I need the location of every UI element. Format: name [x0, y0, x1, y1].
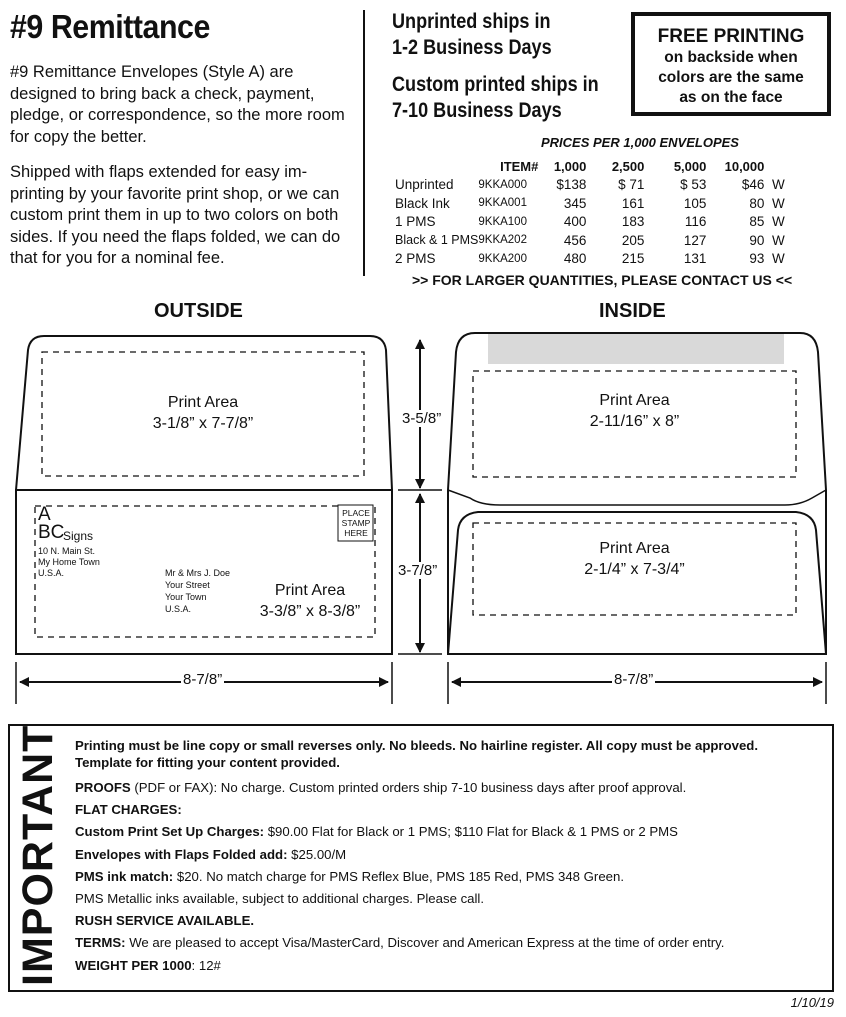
table-row [395, 194, 792, 213]
price-cell: W [772, 214, 785, 230]
table-row [395, 250, 792, 269]
address-line: U.S.A. [38, 568, 65, 578]
price-cell: W [772, 251, 785, 267]
address-line: Your Street [165, 580, 210, 590]
flat-charges-line [75, 799, 815, 821]
terms-text: We are pleased to accept Visa/MasterCard, Discover and American Express at the time of order entry. [125, 935, 725, 951]
print-area-size: 2-1/4” x 7-3/4” [584, 561, 685, 578]
address-line: Your Town [165, 592, 207, 602]
weight-label: WEIGHT PER 1000 [75, 957, 192, 973]
price-cell: $ 71 [618, 177, 645, 193]
metallic-line: PMS Metallic inks available, subject to additional charges. Please call. [75, 891, 485, 907]
price-col-header: 5,000 [673, 158, 707, 174]
header-divider [363, 10, 365, 276]
logo-letter-a: A [38, 504, 51, 525]
description-paragraph-2: Shipped with flaps extended for easy im-printing by your favorite print shop, or we can custom print them in up to two colors on both sides. If you need the flaps folded, we can do that for you for a nominal fee. [10, 163, 341, 267]
pms-line [75, 866, 815, 888]
price-cell: 183 [621, 214, 645, 230]
print-area-title: Print Area [599, 392, 670, 409]
shipping-custom-line1: Custom printed ships in [392, 73, 599, 96]
inside-label: INSIDE [599, 300, 666, 322]
price-col-header: ITEM# [500, 158, 539, 174]
price-cell: 80 [749, 195, 765, 211]
contact-note: >> FOR LARGER QUANTITIES, PLEASE CONTACT US << [412, 272, 793, 288]
print-area-title: Print Area [167, 394, 239, 411]
return-address [38, 546, 100, 579]
price-table [395, 157, 792, 268]
table-row [395, 213, 792, 232]
weight-line [75, 955, 815, 977]
inside-flap-fold [448, 490, 826, 505]
inside-back-outline [448, 333, 826, 654]
setup-label: Custom Print Set Up Charges: [75, 824, 265, 840]
recipient-address [165, 567, 230, 615]
price-cell: $46 [741, 177, 765, 193]
price-col-header: 10,000 [724, 158, 765, 174]
inside-body-label [473, 538, 796, 580]
folded-line [75, 844, 815, 866]
inside-flap-label [473, 390, 796, 432]
rush-label: RUSH SERVICE AVAILABLE. [75, 913, 255, 929]
address-line: My Home Town [38, 557, 100, 567]
price-cell: 116 [684, 214, 707, 230]
width-label-left: 8-7/8” [183, 671, 223, 688]
price-cell: 105 [683, 195, 707, 211]
price-cell: 480 [563, 251, 587, 267]
price-cell: 9KKA100 [478, 215, 527, 228]
price-cell: 9KKA001 [478, 197, 527, 210]
price-cell: 161 [621, 195, 645, 211]
price-cell: 93 [749, 251, 765, 267]
prices-heading: PRICES PER 1,000 ENVELOPES [541, 135, 739, 150]
flap-height-label: 3-5/8” [402, 410, 442, 427]
proofs-label: PROOFS [75, 780, 131, 795]
price-cell: 215 [621, 251, 645, 267]
price-cell: $ 53 [680, 177, 707, 193]
shipping-custom-line2: 7-10 Business Days [392, 99, 562, 122]
logo-letters-bc: BC [38, 522, 65, 543]
price-cell: 345 [563, 195, 587, 211]
price-cell: 9KKA200 [478, 252, 527, 265]
proofs-line [75, 777, 815, 799]
print-area-size: 2-11/16” x 8” [589, 413, 680, 430]
description-paragraph-1: #9 Remittance Envelopes (Style A) are designed to bring back a check, payment, pledge, or correspondence, so the more room for copy the better. [10, 63, 345, 146]
price-cell: W [772, 232, 785, 248]
price-cell: 1 PMS [395, 214, 436, 230]
free-printing-line2: colors are the same [658, 69, 804, 86]
price-cell: 9KKA000 [478, 178, 527, 191]
free-printing-line1: on backside when [664, 49, 798, 66]
pms-text: $20. No match charge for PMS Reflex Blue, PMS 185 Red, PMS 348 Green. [173, 868, 624, 884]
price-cell: 456 [563, 232, 587, 248]
inside-gum-strip [488, 334, 784, 364]
price-table-header [395, 157, 792, 176]
price-col-header [764, 157, 792, 176]
price-col-header: 2,500 [611, 158, 645, 174]
price-cell: 127 [683, 232, 707, 248]
price-cell: 90 [749, 232, 765, 248]
terms-label: TERMS: [75, 935, 126, 951]
price-cell: Black & 1 PMS [395, 233, 479, 248]
price-col-header: 1,000 [553, 158, 587, 174]
table-row [395, 231, 792, 250]
setup-text: $90.00 Flat for Black or 1 PMS; $110 Flat for Black & 1 PMS or 2 PMS [264, 824, 678, 840]
outside-label: OUTSIDE [154, 300, 243, 322]
logo-signs: Signs [63, 529, 94, 543]
terms-line [75, 932, 815, 954]
print-area-size: 3-3/8” x 8-3/8” [259, 603, 361, 620]
flat-charges-label: FLAT CHARGES: [75, 802, 182, 818]
line-copy-text: Printing must be line copy or small reverses only. No bleeds. No hairline register. All copy must be approved. Template for fitting your content provided. [75, 738, 759, 770]
important-details [75, 737, 815, 977]
body-height-label: 3-7/8” [398, 562, 438, 579]
price-cell: W [772, 177, 785, 193]
price-cell: Unprinted [395, 177, 454, 193]
rush-line [75, 910, 815, 932]
print-area-title: Print Area [599, 540, 670, 557]
pms-label: PMS ink match: [75, 868, 174, 884]
shipping-unprinted-line1: Unprinted ships in [392, 10, 551, 33]
folded-text: $25.00/M [287, 846, 347, 862]
price-cell: 400 [563, 214, 587, 230]
outside-flap-label [42, 392, 364, 434]
line-copy-note [75, 737, 815, 771]
envelope-diagram [0, 325, 846, 710]
price-cell: 85 [749, 214, 765, 230]
inside-pocket-outline [448, 512, 826, 654]
print-area-title: Print Area [274, 582, 346, 599]
weight-text: : 12# [191, 957, 221, 973]
price-cell: 205 [621, 232, 645, 248]
proofs-text: (PDF or FAX): No charge. Custom printed orders ship 7-10 business days after proof approval. [130, 780, 687, 795]
free-printing-title: FREE PRINTING [657, 26, 805, 47]
stamp-label: PLACE STAMP HERE [341, 508, 371, 538]
table-row [395, 176, 792, 195]
revision-date: 1/10/19 [790, 995, 834, 1010]
price-cell: 131 [683, 251, 707, 267]
outside-body-label [230, 580, 390, 622]
print-area-size: 3-1/8” x 7-7/8” [152, 415, 254, 432]
folded-label: Envelopes with Flaps Folded add: [75, 846, 288, 862]
width-label-right: 8-7/8” [614, 671, 654, 688]
price-col-header [395, 157, 478, 176]
important-label: IMPORTANT [14, 724, 62, 986]
page-title: #9 Remittance [10, 8, 210, 45]
address-line: 10 N. Main St. [38, 546, 96, 556]
shipping-unprinted-line2: 1-2 Business Days [392, 36, 552, 59]
price-cell: W [772, 195, 785, 211]
address-line: Mr & Mrs J. Doe [165, 568, 231, 578]
price-cell: Black Ink [395, 195, 450, 211]
price-cell: 2 PMS [395, 251, 436, 267]
address-line: U.S.A. [165, 604, 192, 614]
free-printing-box [631, 12, 831, 116]
free-printing-line3: as on the face [679, 89, 783, 106]
price-cell: 9KKA202 [478, 234, 527, 247]
price-cell: $138 [556, 177, 587, 193]
setup-line [75, 821, 815, 843]
